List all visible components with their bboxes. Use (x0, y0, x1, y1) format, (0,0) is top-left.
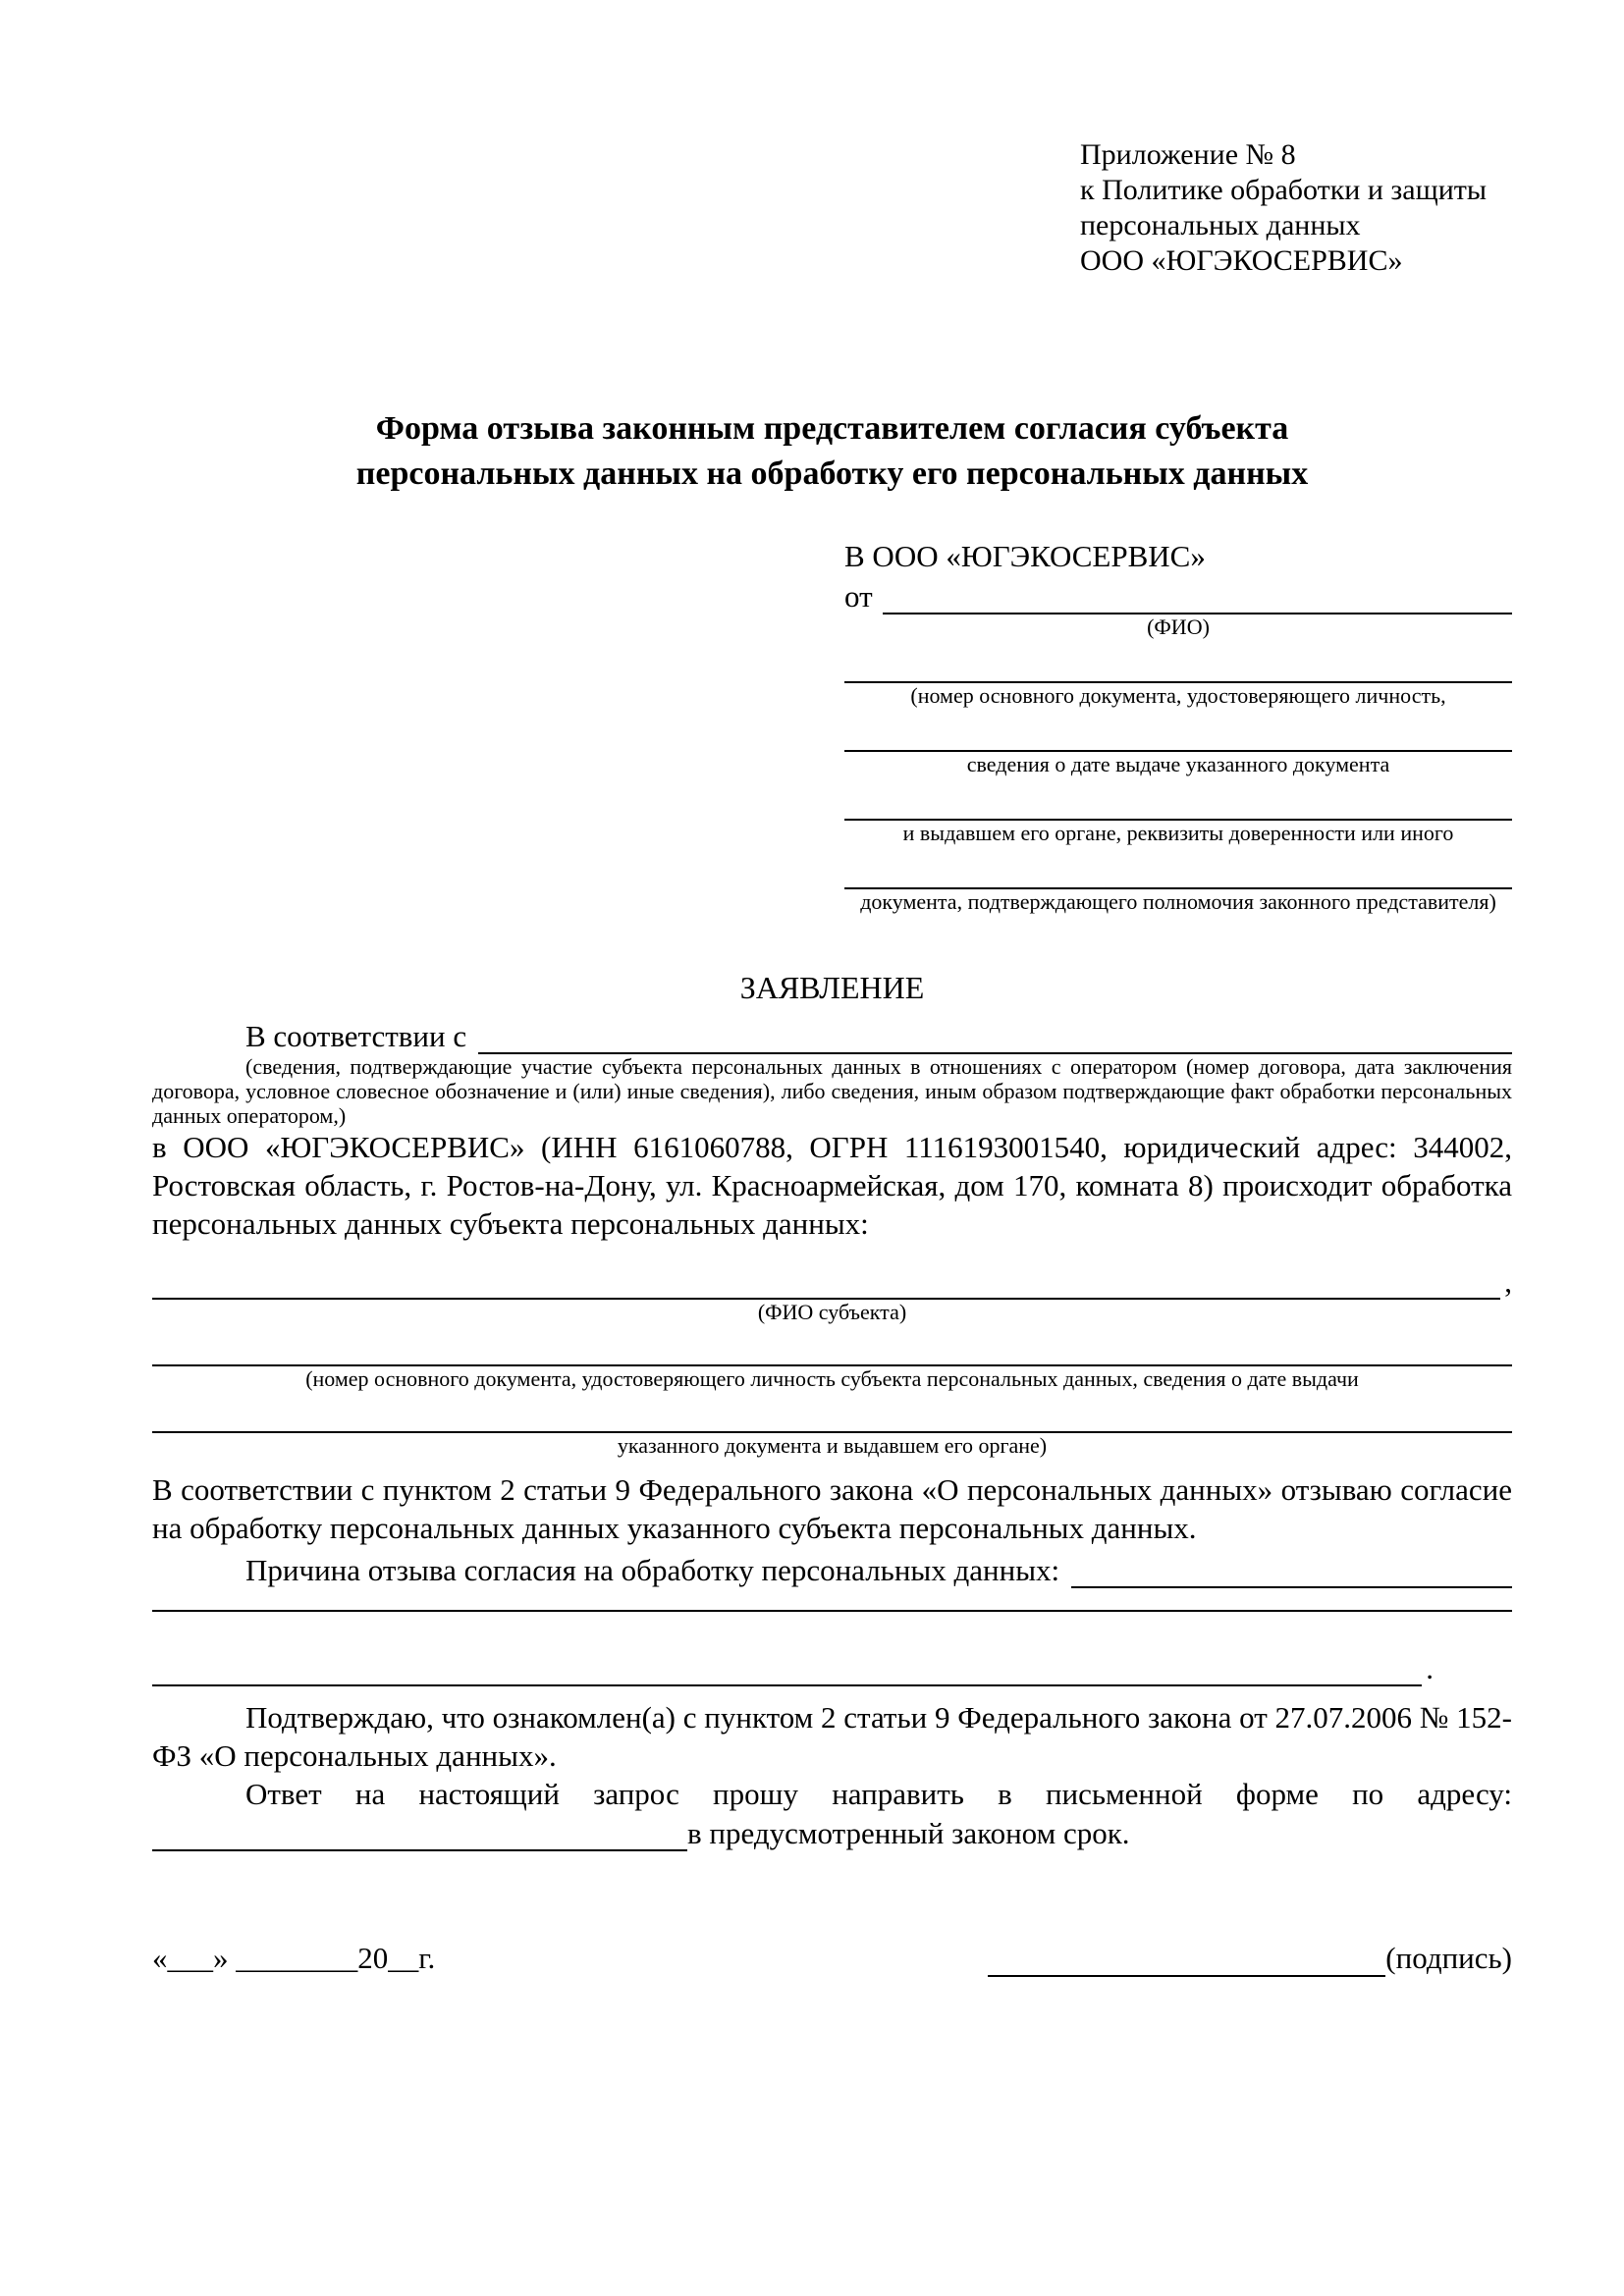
fio-caption: (ФИО) (1147, 614, 1210, 639)
representative-doc-line-1[interactable] (844, 640, 1512, 683)
representative-doc-caption-3: и выдавшем его органе, реквизиты доверенности или иного (902, 821, 1454, 845)
from-row (844, 579, 1512, 614)
signature-area (988, 1940, 1512, 1977)
appendix-line: ООО «ЮГЭКОСЕРВИС» (1080, 244, 1403, 277)
statement-heading: ЗАЯВЛЕНИЕ (739, 970, 925, 1005)
appendix-line: к Политике обработки и защиты (1080, 174, 1488, 206)
reason-extra-line-1[interactable] (152, 1610, 1512, 1612)
withdrawal-paragraph: В соответствии с пунктом 2 статьи 9 Федерального закона «О персональных данных» отзываю согласие на обработку персональных данных указанного субъекта персональных данных. (152, 1472, 1512, 1545)
basis-row (152, 1015, 1512, 1054)
reason-row (152, 1547, 1512, 1588)
basis-label: В соответствии с (245, 1019, 467, 1053)
signature-line[interactable] (988, 1946, 1385, 1977)
appendix-header (1080, 137, 1512, 279)
subject-doc-caption-top: (номер основного документа, удостоверяющего личность субъекта персональных данных, сведения о дате выдачи (305, 1366, 1359, 1391)
representative-doc-field-4 (844, 846, 1512, 915)
subject-doc-line-1[interactable] (152, 1325, 1512, 1366)
signature-row (152, 1940, 1512, 1977)
subject-doc-field-2 (152, 1392, 1512, 1459)
subject-fio-row (152, 1264, 1512, 1300)
representative-doc-line-3[interactable] (844, 777, 1512, 821)
reason-line-period: . (1426, 1651, 1434, 1685)
subject-doc-field-1 (152, 1325, 1512, 1392)
reason-fill-line[interactable] (1071, 1586, 1512, 1588)
addressee-block (844, 538, 1512, 915)
reply-request-tail: в предусмотренный законом срок. (687, 1816, 1130, 1850)
subject-fio-caption: (ФИО субъекта) (757, 1300, 907, 1324)
reply-address-line[interactable] (152, 1849, 687, 1851)
appendix-line: Приложение № 8 (1080, 138, 1296, 171)
reason-label: Причина отзыва согласия на обработку персональных данных: (245, 1553, 1060, 1587)
representative-doc-field-3 (844, 777, 1512, 846)
document-title (152, 406, 1512, 497)
representative-doc-field-1 (844, 640, 1512, 709)
basis-caption: (сведения, подтверждающие участие субъекта персональных данных в отношениях с оператором (номер договора, дата заключения договора, условное словесное обозначение и (или) иные сведения), либо сведения, иным образом подтверждающие факт обработки персональных данных оператором,) (152, 1054, 1512, 1128)
reply-request-paragraph: Ответ на настоящий запрос прошу направить в письменной форме по адресу: (245, 1777, 1512, 1811)
reply-address-row (152, 1813, 1512, 1851)
from-label: от (844, 579, 873, 614)
representative-doc-line-4[interactable] (844, 846, 1512, 889)
representative-doc-caption-2: сведения о дате выдаче указанного документа (966, 752, 1390, 776)
date-blank[interactable]: «___» ________20__г. (152, 1941, 436, 1975)
confirmation-paragraph: Подтверждаю, что ознакомлен(а) с пунктом 2 статьи 9 Федерального закона от 27.07.2006 № 152-ФЗ «О персональных данных». (152, 1700, 1512, 1773)
signature-caption: (подпись) (1385, 1941, 1512, 1975)
representative-doc-caption-4: документа, подтверждающего полномочия законного представителя) (860, 889, 1496, 914)
document-title-line: персональных данных на обработку его персональных данных (355, 455, 1309, 492)
document-title-line: Форма отзыва законным представителем согласия субъекта (375, 410, 1289, 447)
subject-doc-caption-bottom: указанного документа и выдавшем его органе) (617, 1433, 1048, 1458)
addressee-organization: В ООО «ЮГЭКОСЕРВИС» (844, 539, 1206, 573)
representative-doc-line-2[interactable] (844, 709, 1512, 752)
reason-extra-line-2[interactable] (152, 1684, 1422, 1686)
subject-doc-line-2[interactable] (152, 1392, 1512, 1433)
representative-doc-field-2 (844, 709, 1512, 777)
representative-doc-caption-1: (номер основного документа, удостоверяющего личность, (910, 683, 1446, 708)
subject-line-suffix: , (1504, 1264, 1512, 1299)
operator-paragraph: в ООО «ЮГЭКОСЕРВИС» (ИНН 6161060788, ОГРН 1116193001540, юридический адрес: 344002, Ростовская область, г. Ростов-на-Дону, ул. Красноармейская, дом 170, комната 8) происходит обработка персональных данных субъекта персональных данных: (152, 1130, 1512, 1241)
appendix-line: персональных данных (1080, 209, 1361, 241)
reason-extra-line-2-row (152, 1653, 1434, 1686)
